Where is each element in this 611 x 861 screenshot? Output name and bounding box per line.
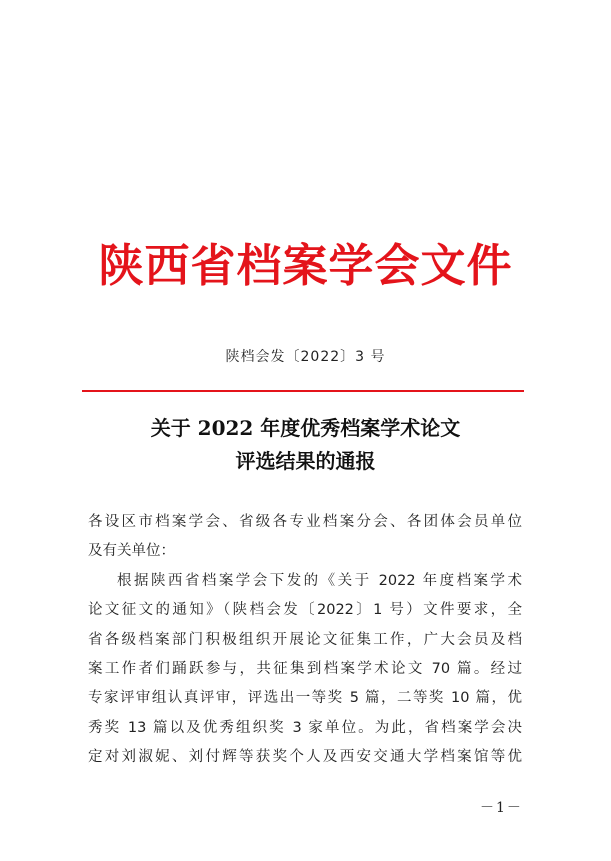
red-divider-line bbox=[82, 390, 524, 392]
document-body bbox=[88, 508, 522, 773]
document-header-title: 陕西省档案学会文件 bbox=[98, 239, 513, 292]
body-line: 案工作者们踊跃参与，共征集到档案学术论文 70 篇。经过 bbox=[88, 661, 522, 678]
body-line: 省各级档案部门积极组织开展论文征集工作，广大会员及档 bbox=[88, 631, 522, 648]
body-line: 论文征文的通知》（陕档会发〔2022〕1 号）文件要求，全 bbox=[88, 602, 522, 619]
body-line: 专家评审组认真评审，评选出一等奖 5 篇，二等奖 10 篇，优 bbox=[88, 690, 522, 707]
body-line: 各设区市档案学会、省级各专业档案分会、各团体会员单位 bbox=[88, 514, 522, 530]
body-line: 定对刘淑妮、刘付辉等获奖个人及西安交通大学档案馆等优 bbox=[88, 749, 522, 766]
document-title-line: 关于 2022 年度优秀档案学术论文 bbox=[150, 416, 461, 440]
body-line: 及有关单位： bbox=[88, 543, 175, 560]
document-title-line: 评选结果的通报 bbox=[235, 449, 376, 473]
document-title bbox=[0, 412, 611, 478]
page-number: －1－ bbox=[480, 800, 523, 816]
document-number: 陕档会发〔2022〕3 号 bbox=[225, 349, 386, 365]
body-line: 根据陕西省档案学会下发的《关于 2022 年度档案学术 bbox=[117, 572, 522, 589]
body-line: 秀奖 13 篇以及优秀组织奖 3 家单位。为此，省档案学会决 bbox=[88, 719, 522, 736]
